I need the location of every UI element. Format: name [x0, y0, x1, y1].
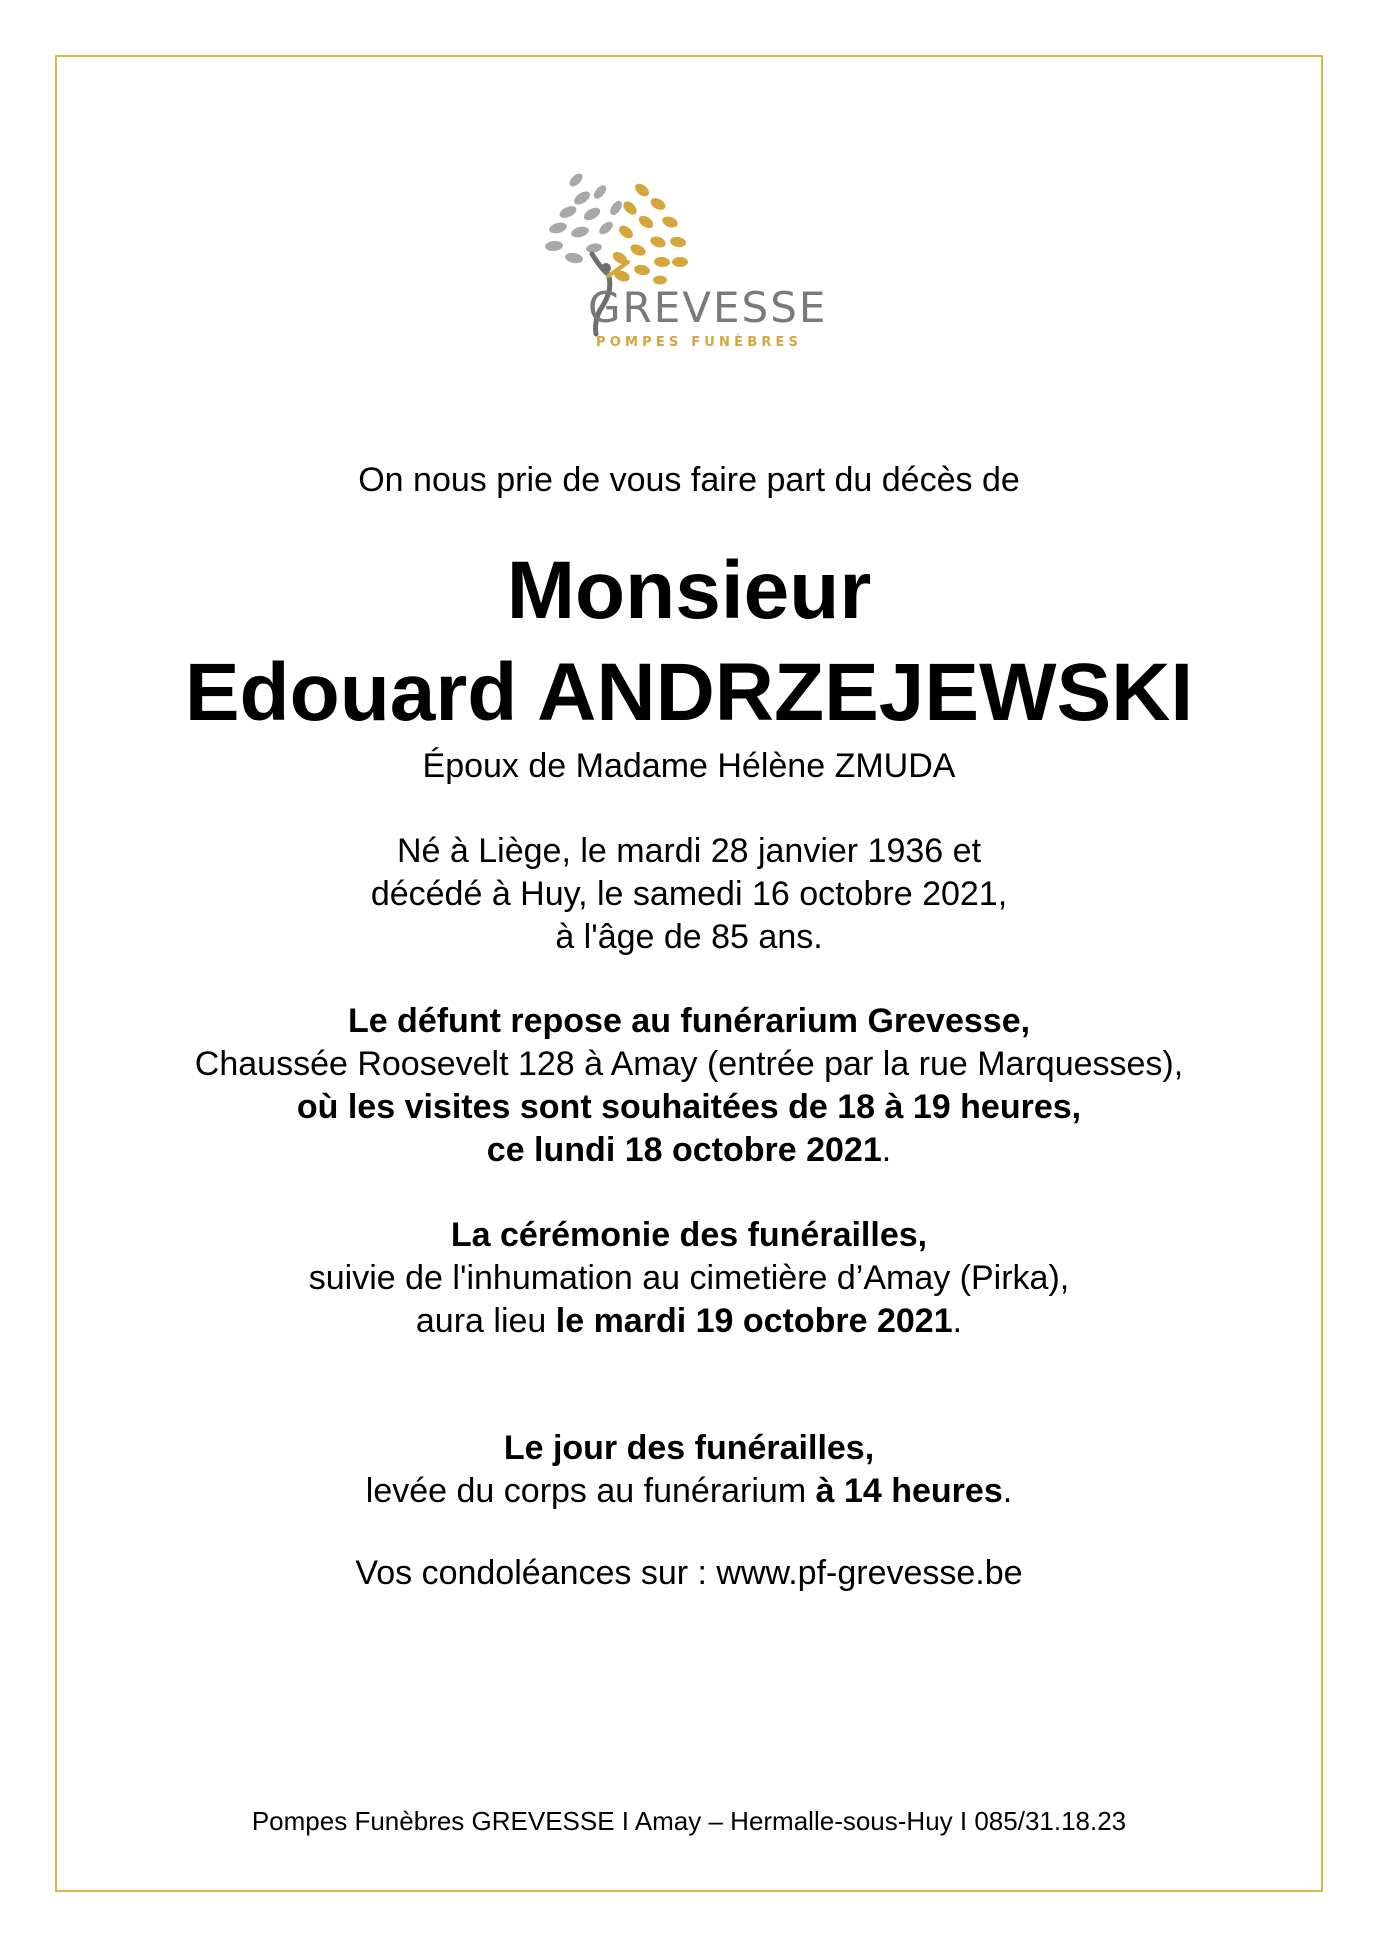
rest-line-4-date: ce lundi 18 octobre 2021	[486, 1131, 882, 1169]
funeral-day-line-2-time: à 14 heures	[815, 1472, 1003, 1510]
funeral-day-line-2-tail: .	[1002, 1472, 1013, 1510]
ceremony-line-2: suivie de l'inhumation au cimetière d’Amay (Pirka),	[308, 1259, 1070, 1297]
funeral-day-line-1: Le jour des funérailles,	[503, 1429, 875, 1467]
grevesse-logo	[510, 150, 870, 360]
name-line: Edouard ANDRZEJEWSKI	[184, 647, 1194, 738]
deceased-name-block	[55, 540, 1323, 744]
funeral-day-block	[55, 1427, 1323, 1513]
ceremony-block	[55, 1214, 1323, 1343]
logo-subtitle-text: POMPES FUNÈBRES	[596, 335, 803, 350]
birth-line-1: Né à Liège, le mardi 28 janvier 1936 et	[396, 832, 982, 870]
spouse-line: Époux de Madame Hélène ZMUDA	[422, 747, 956, 785]
rest-line-3: où les visites sont souhaitées de 18 à 19 heures,	[296, 1088, 1082, 1126]
intro-line: On nous prie de vous faire part du décès de	[358, 461, 1020, 499]
spouse-text	[55, 744, 1323, 788]
title-line: Monsieur	[506, 545, 872, 636]
funeral-day-line-2-prefix: levée du corps au funérarium	[365, 1472, 816, 1510]
birth-line-2: décédé à Huy, le samedi 16 octobre 2021,	[370, 875, 1008, 913]
ceremony-line-1: La cérémonie des funérailles,	[450, 1216, 928, 1254]
condolences-block	[55, 1552, 1323, 1595]
logo-brand-text: GREVESSE	[588, 283, 828, 332]
ceremony-line-3-tail: .	[952, 1302, 963, 1340]
rest-line-4-tail: .	[881, 1131, 892, 1169]
ceremony-line-3-date: le mardi 19 octobre 2021	[555, 1302, 953, 1340]
rest-line-1: Le défunt repose au funérarium Grevesse,	[347, 1002, 1031, 1040]
condolences-line: Vos condoléances sur : www.pf-grevesse.be	[355, 1554, 1023, 1592]
birth-death-block	[55, 830, 1323, 959]
intro-text	[55, 458, 1323, 502]
birth-line-3: à l'âge de 85 ans.	[555, 918, 823, 956]
funerarium-block	[55, 1000, 1323, 1172]
footer	[55, 1804, 1323, 1838]
footer-contact: Pompes Funèbres GREVESSE I Amay – Hermalle-sous-Huy I 085/31.18.23	[251, 1806, 1127, 1836]
rest-line-2: Chaussée Roosevelt 128 à Amay (entrée par la rue Marquesses),	[194, 1045, 1184, 1083]
ceremony-line-3-prefix: aura lieu	[415, 1302, 556, 1340]
